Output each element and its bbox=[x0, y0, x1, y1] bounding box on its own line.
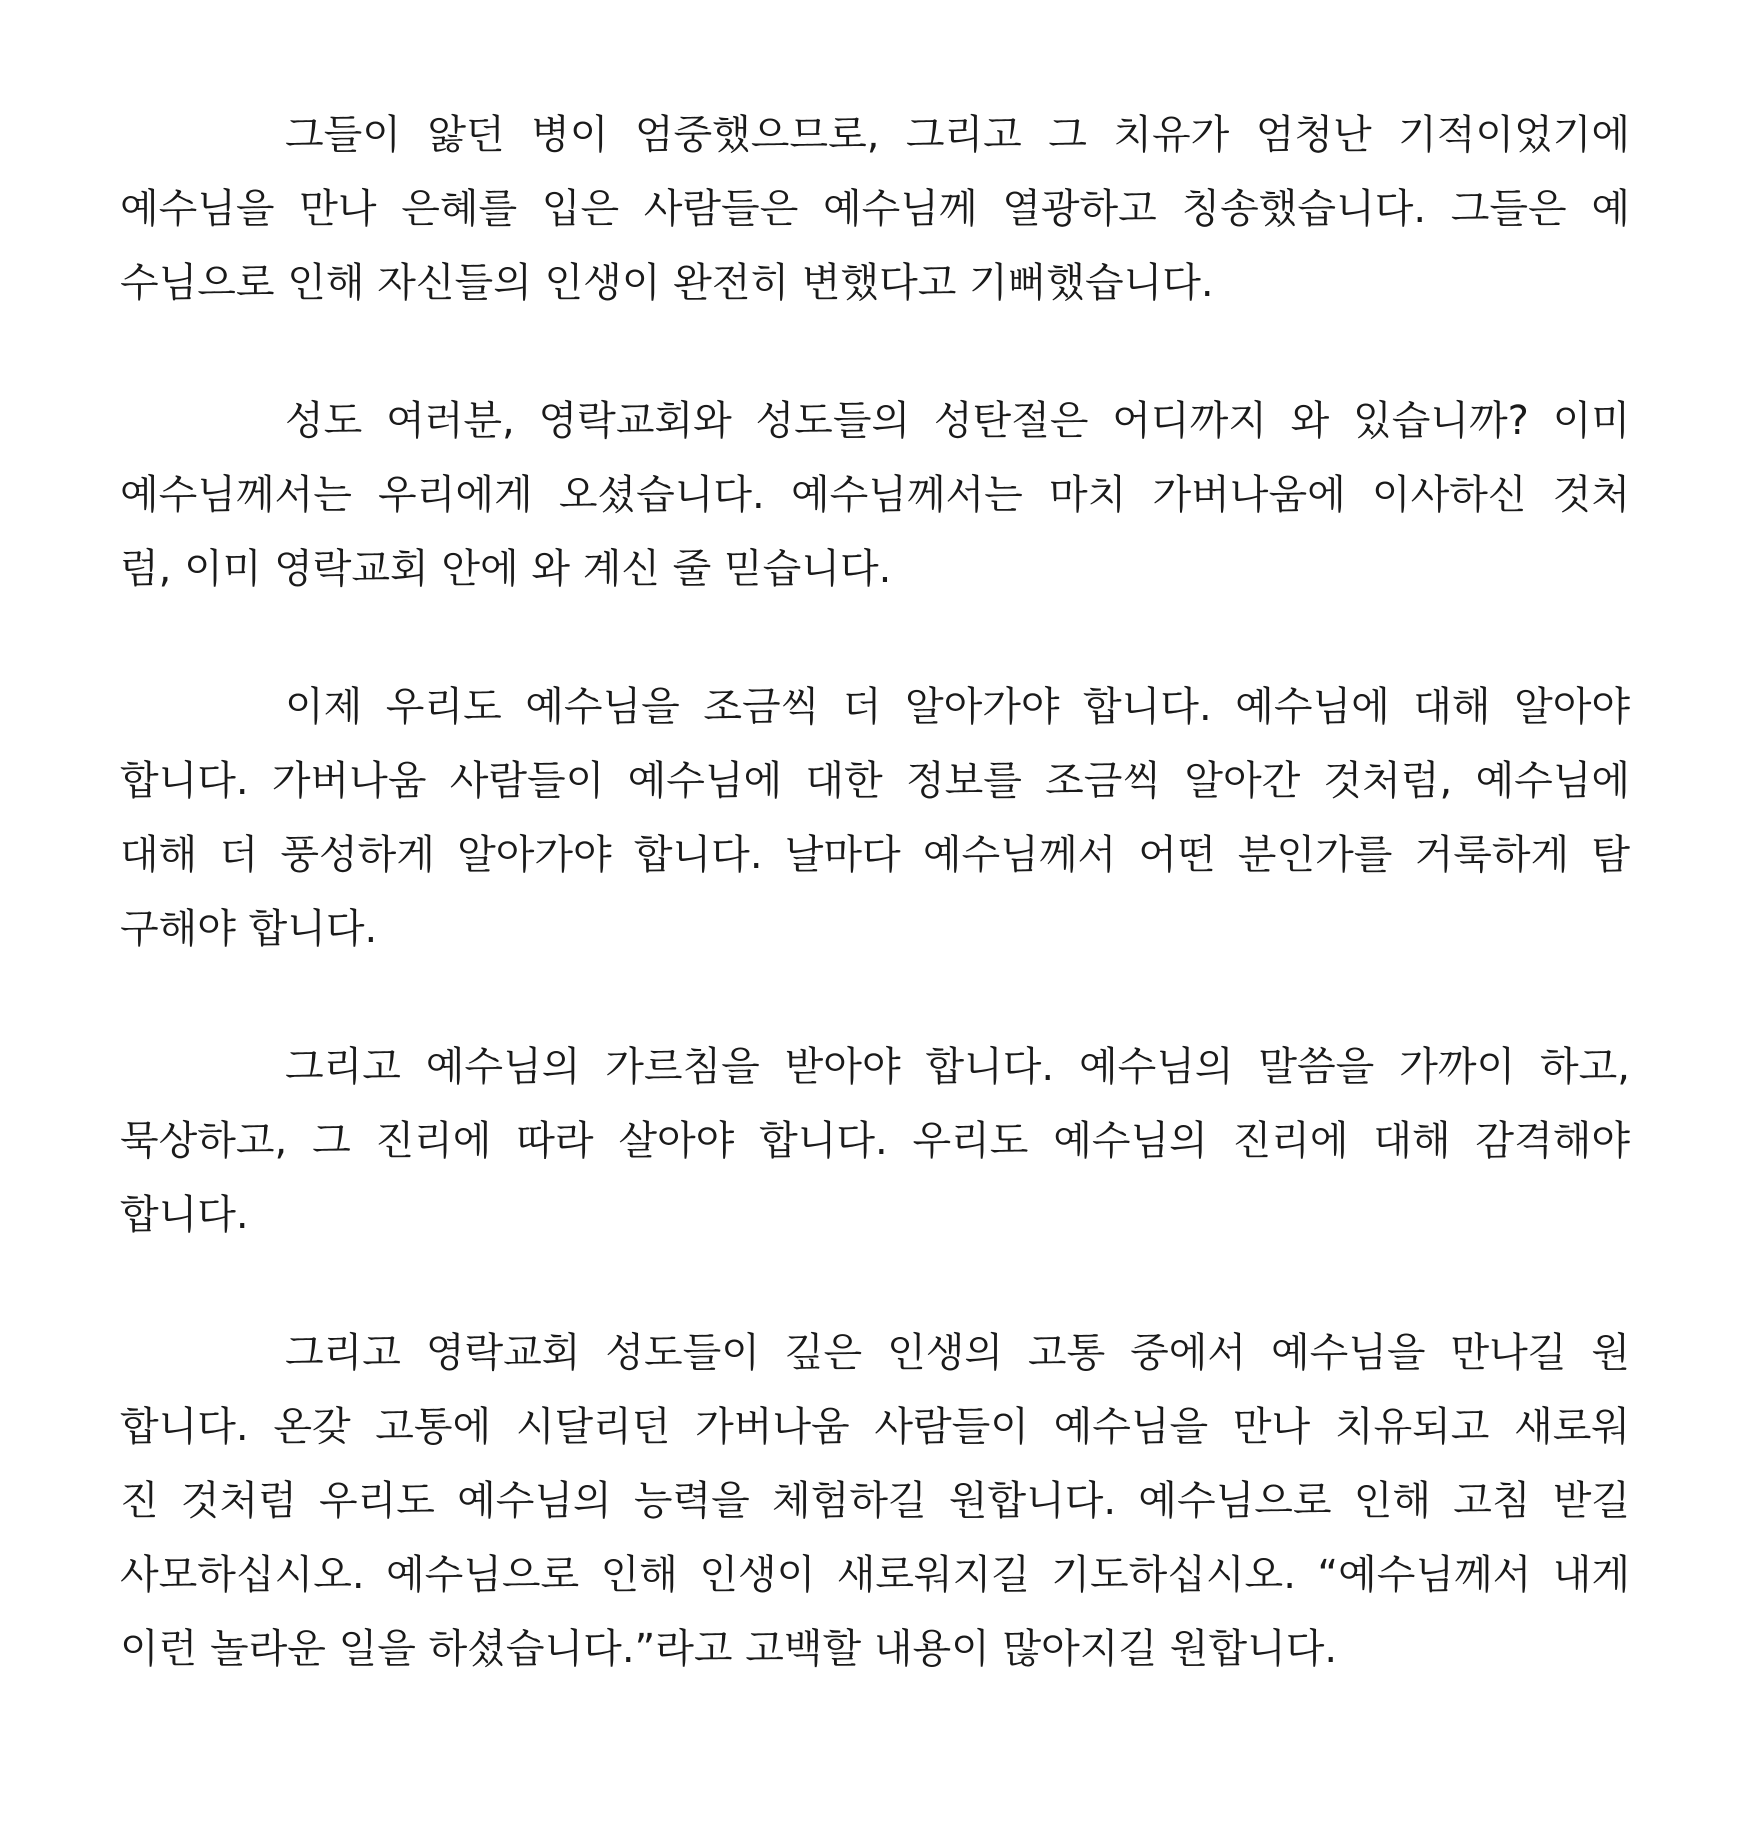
text-line: 묵상하고, 그 진리에 따라 살아야 합니다. 우리도 예수님의 진리에 대해 감격해야 bbox=[120, 1118, 1630, 1164]
text-line: 그리고 영락교회 성도들이 깊은 인생의 고통 중에서 예수님을 만나길 원 bbox=[285, 1330, 1630, 1376]
text-line: 예수님을 만나 은혜를 입은 사람들은 예수님께 열광하고 칭송했습니다. 그들은 예 bbox=[120, 186, 1630, 232]
paragraph-1 bbox=[120, 98, 1630, 320]
paragraph-4 bbox=[120, 1030, 1630, 1252]
text-line: 진 것처럼 우리도 예수님의 능력을 체험하길 원합니다. 예수님으로 인해 고침 받길 bbox=[120, 1478, 1630, 1524]
text-line: 합니다. bbox=[120, 1192, 249, 1238]
paragraph-5 bbox=[120, 1316, 1630, 1686]
text-line: 대해 더 풍성하게 알아가야 합니다. 날마다 예수님께서 어떤 분인가를 거룩하게 탐 bbox=[120, 832, 1630, 878]
paragraph-3 bbox=[120, 670, 1630, 966]
text-line: 구해야 합니다. bbox=[120, 906, 378, 952]
text-line: 예수님께서는 우리에게 오셨습니다. 예수님께서는 마치 가버나움에 이사하신 것처 bbox=[120, 472, 1630, 518]
paragraph-2 bbox=[120, 384, 1630, 606]
text-line: 수님으로 인해 자신들의 인생이 완전히 변했다고 기뻐했습니다. bbox=[120, 260, 1214, 306]
text-line: 이런 놀라운 일을 하셨습니다.”라고 고백할 내용이 많아지길 원합니다. bbox=[120, 1626, 1338, 1672]
text-line: 성도 여러분, 영락교회와 성도들의 성탄절은 어디까지 와 있습니까? 이미 bbox=[285, 398, 1630, 444]
text-line: 합니다. 온갖 고통에 시달리던 가버나움 사람들이 예수님을 만나 치유되고 새로워 bbox=[120, 1404, 1630, 1450]
text-line: 럼, 이미 영락교회 안에 와 계신 줄 믿습니다. bbox=[120, 546, 892, 592]
text-line: 그리고 예수님의 가르침을 받아야 합니다. 예수님의 말씀을 가까이 하고, bbox=[285, 1044, 1630, 1090]
text-line: 합니다. 가버나움 사람들이 예수님에 대한 정보를 조금씩 알아간 것처럼, 예수님에 bbox=[120, 758, 1630, 804]
text-line: 이제 우리도 예수님을 조금씩 더 알아가야 합니다. 예수님에 대해 알아야 bbox=[285, 684, 1630, 730]
text-line: 사모하십시오. 예수님으로 인해 인생이 새로워지길 기도하십시오. “예수님께서 내게 bbox=[120, 1552, 1630, 1598]
text-line: 그들이 앓던 병이 엄중했으므로, 그리고 그 치유가 엄청난 기적이었기에 bbox=[285, 112, 1630, 158]
